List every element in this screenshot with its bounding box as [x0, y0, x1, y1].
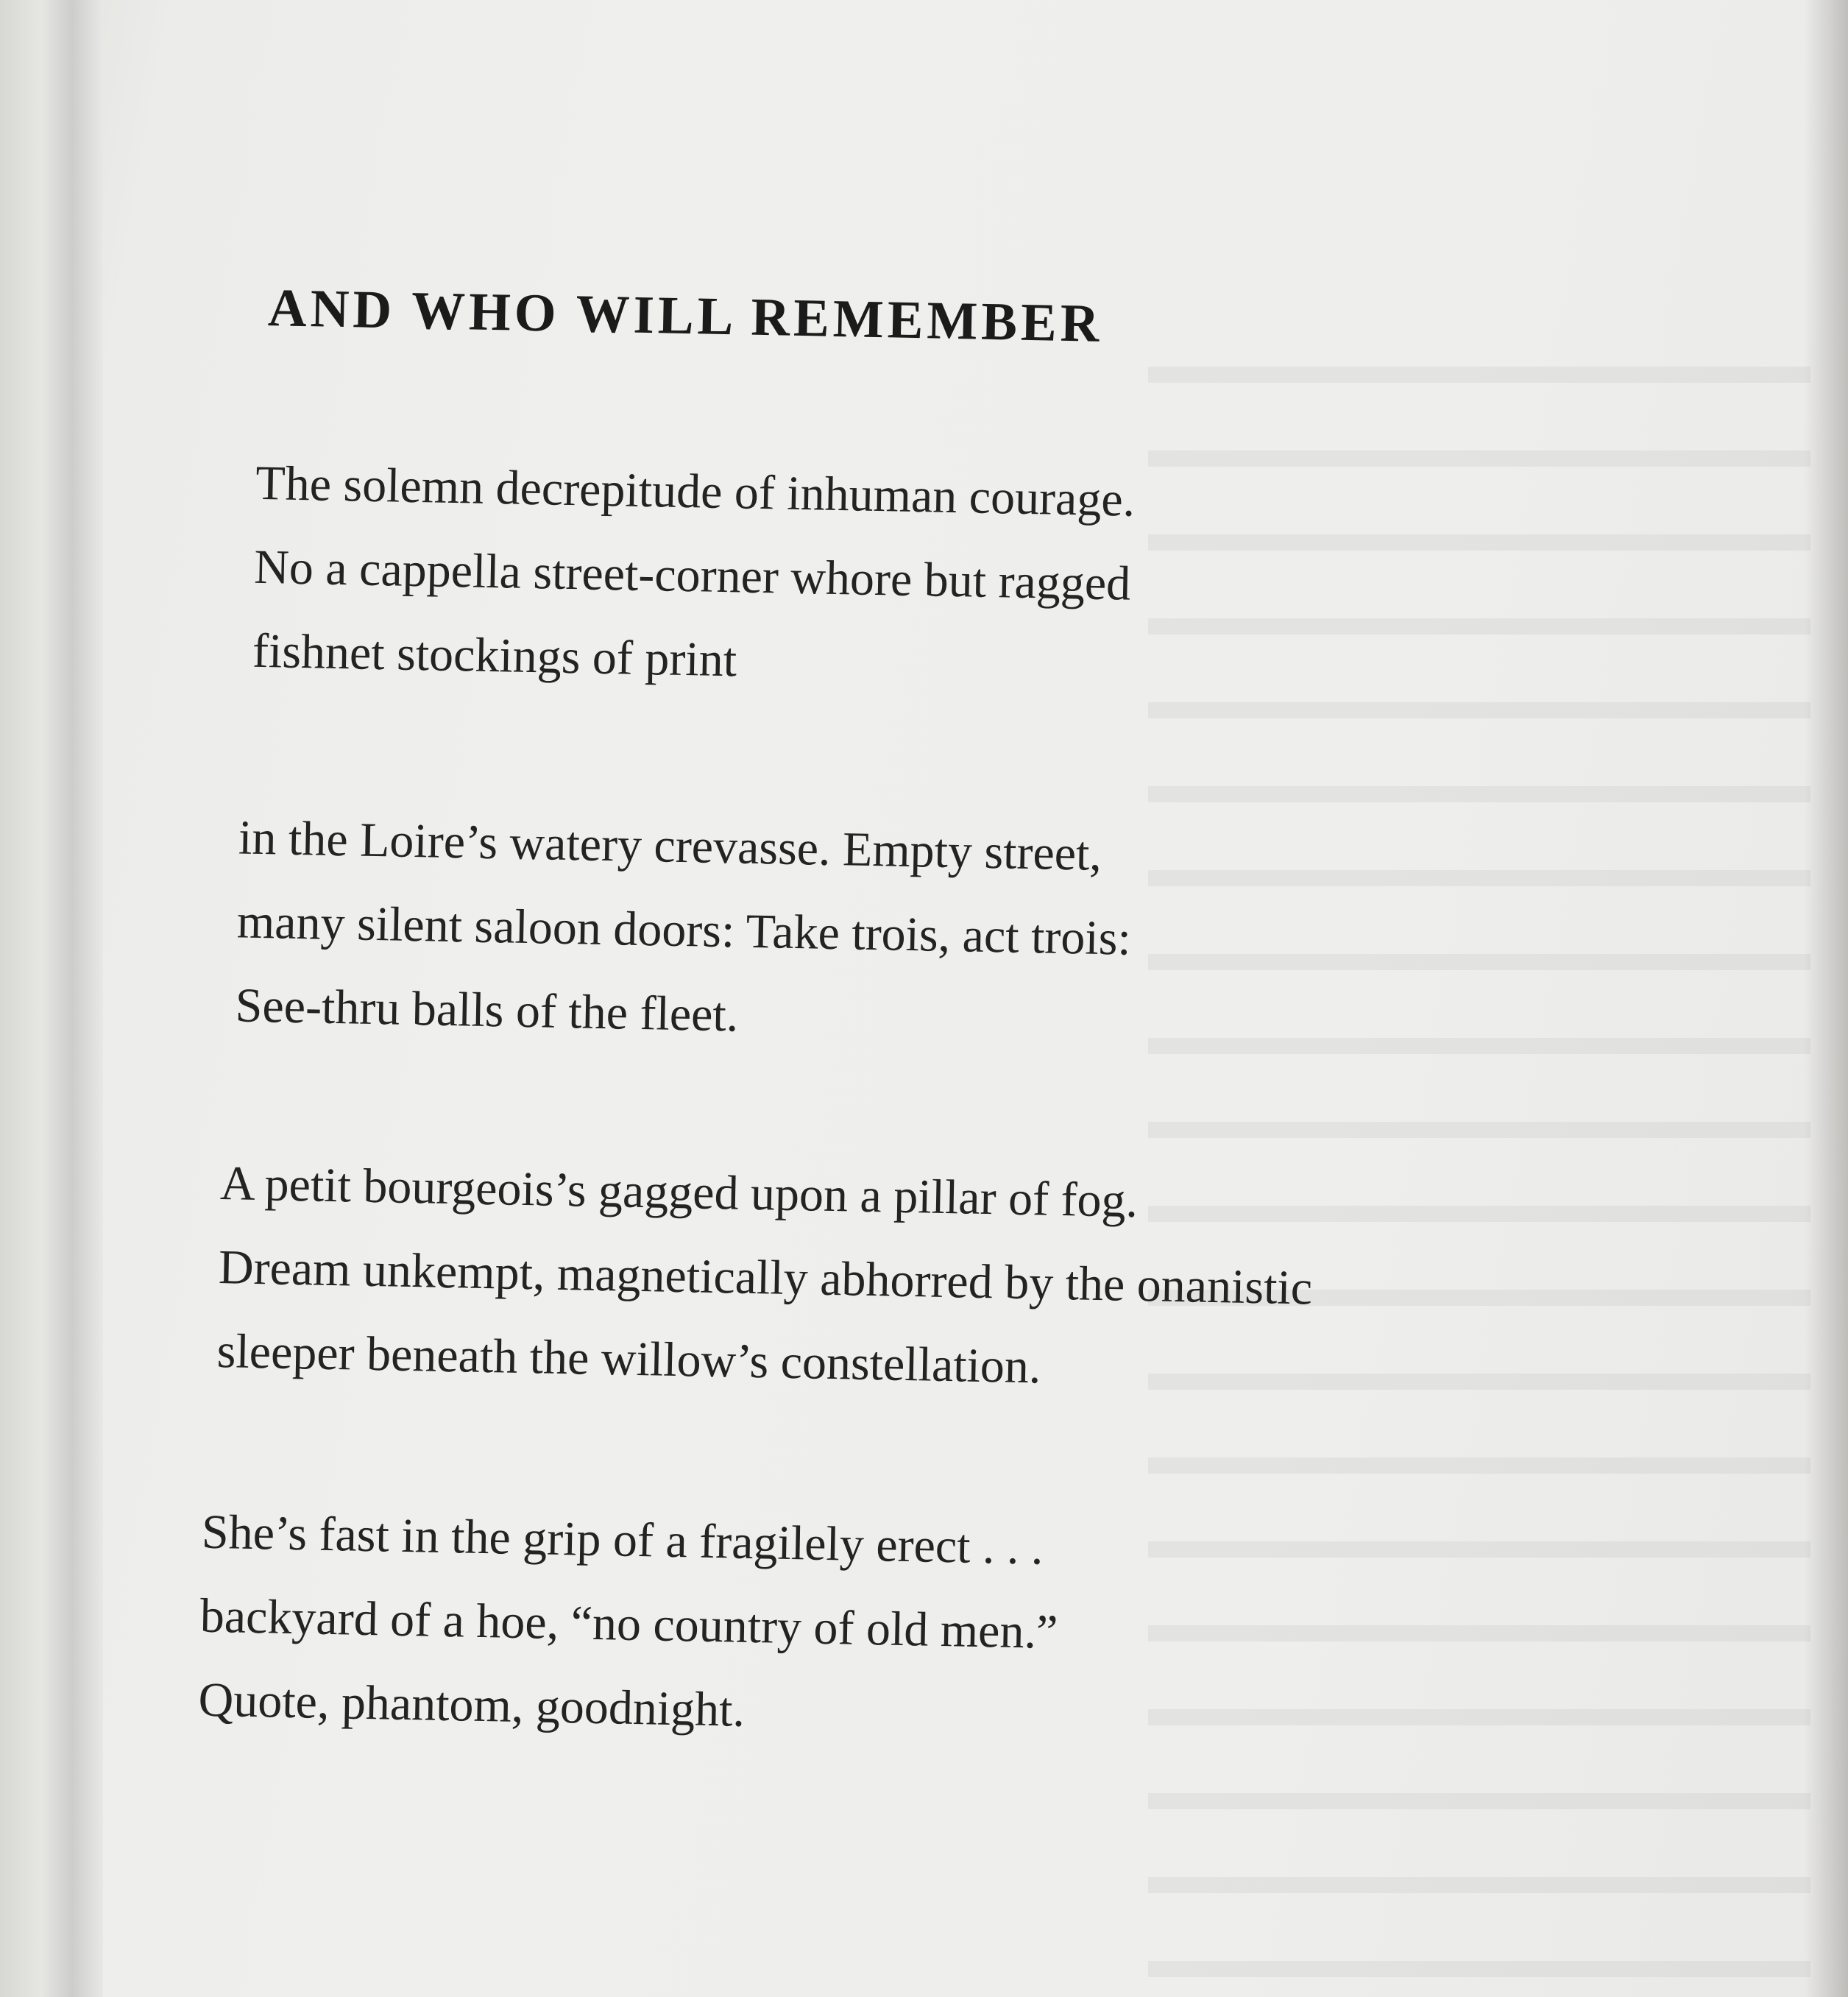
poem-line: Dream unkempt, magnetically abhorred by the onanistic — [218, 1240, 1313, 1315]
poem-line: See-thru balls of the fleet. — [235, 978, 740, 1042]
poem-line: She’s fast in the grip of a fragilely erect . . . — [201, 1505, 1044, 1575]
poem-line: A petit bourgeois’s gagged upon a pillar of fog. — [219, 1156, 1139, 1228]
poem-line: Quote, phantom, goodnight. — [198, 1672, 746, 1737]
poem-line: many silent saloon doors: Take trois, act trois: — [236, 894, 1132, 966]
poem-line: backyard of a hoe, “no country of old men.” — [199, 1588, 1058, 1660]
stanza-2 — [235, 796, 1133, 1064]
stanza-3 — [216, 1142, 1315, 1414]
stanza-4 — [198, 1491, 1061, 1759]
poem-line: No a cappella street-corner whore but ragged — [253, 540, 1131, 611]
poem-line: fishnet stockings of print — [252, 623, 737, 688]
poem-line: The solemn decrepitude of inhuman courage. — [255, 456, 1136, 527]
poem-line: in the Loire’s watery crevasse. Empty street, — [238, 810, 1102, 881]
poem-line: sleeper beneath the willow’s constellation. — [216, 1324, 1042, 1394]
stanza-1 — [252, 442, 1136, 710]
poem-title: AND WHO WILL REMEMBER — [267, 278, 1104, 353]
